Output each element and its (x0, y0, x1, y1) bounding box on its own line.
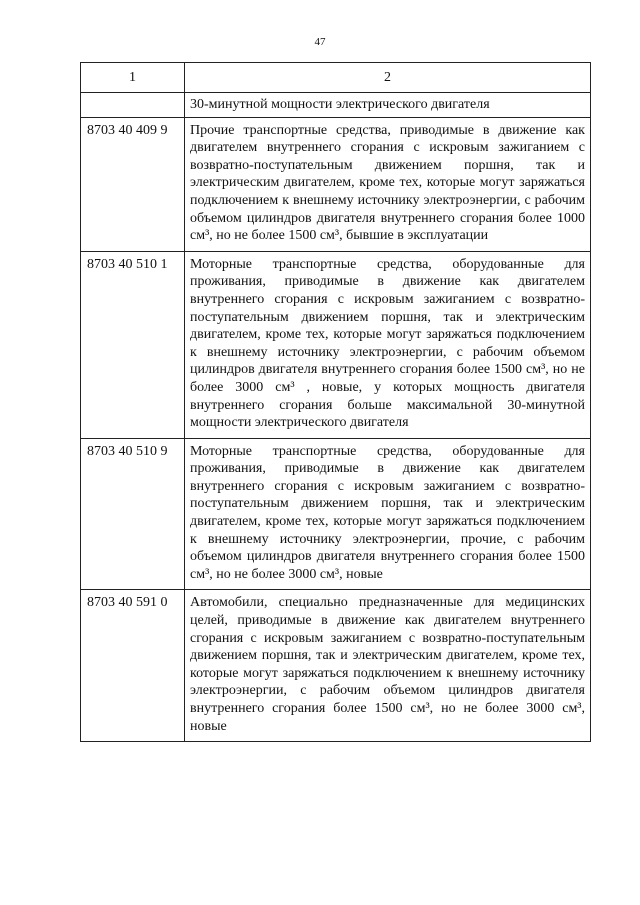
description-cell: Прочие транспортные средства, приводимые в движение как двигателем внутреннего сгорания с искровым зажиганием с возвратно-поступательным движением поршня, так и электрическим двигателем, кроме тех, которые могут заряжаться подключением к внешнему источнику электроэнергии, с рабочим объемом цилиндров двигателя внутреннего сгорания более 1000 см³, но не более 1500 см³, бывшие в эксплуатации (185, 117, 591, 251)
code-cell: 8703 40 510 1 (81, 251, 185, 438)
tariff-table (80, 62, 591, 742)
description-cell: Автомобили, специально предназначенные для медицинских целей, приводимые в движение как двигателем внутреннего сгорания с искровым зажиганием с возвратно-поступательным движением поршня, так и электрическим двигателем, кроме тех, которые могут заряжаться подключением к внешнему источнику электроэнергии, с рабочим объемом цилиндров двигателя внутреннего сгорания более 1500 см³, но не более 3000 см³, новые (185, 590, 591, 742)
table-row-continuation (81, 93, 591, 118)
description-cell: Моторные транспортные средства, оборудованные для проживания, приводимые в движение как двигателем внутреннего сгорания с искровым зажиганием с возвратно-поступательным движением поршня, так и электрическим двигателем, кроме тех, которые могут заряжаться подключением к внешнему источнику электроэнергии, прочие, с рабочим объемом цилиндров двигателя внутреннего сгорания более 1500 см³, но не более 3000 см³, новые (185, 438, 591, 590)
column-header-code: 1 (81, 63, 185, 93)
page-number: 47 (314, 36, 326, 48)
table-row (81, 251, 591, 438)
description-cell: 30-минутной мощности электрического двигателя (185, 93, 591, 118)
code-cell (81, 93, 185, 118)
table-row (81, 117, 591, 251)
column-header-description: 2 (185, 63, 591, 93)
table-row (81, 590, 591, 742)
code-cell: 8703 40 510 9 (81, 438, 185, 590)
table-row (81, 438, 591, 590)
table-header-row (81, 63, 591, 93)
code-cell: 8703 40 409 9 (81, 117, 185, 251)
description-cell: Моторные транспортные средства, оборудованные для проживания, приводимые в движение как двигателем внутреннего сгорания с искровым зажиганием с возвратно-поступательным движением поршня, так и электрическим двигателем, кроме тех, которые могут заряжаться подключением к внешнему источнику электроэнергии, с рабочим объемом цилиндров двигателя внутреннего сгорания более 1500 см³, но не более 3000 см³ , новые, у которых мощность двигателя внутреннего сгорания больше максимальной 30-минутной мощности электрического двигателя (185, 251, 591, 438)
code-cell: 8703 40 591 0 (81, 590, 185, 742)
